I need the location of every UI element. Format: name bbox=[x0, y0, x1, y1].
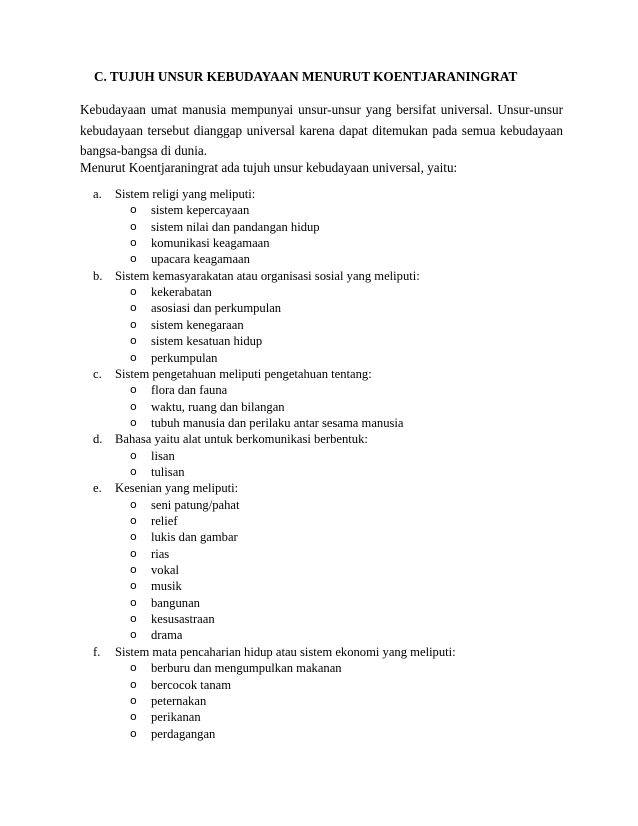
bullet-icon: o bbox=[130, 693, 137, 707]
category-title: Sistem pengetahuan meliputi pengetahuan tentang: bbox=[115, 366, 372, 381]
list-item-label: perdagangan bbox=[151, 726, 216, 741]
bullet-icon: o bbox=[130, 497, 137, 511]
bullet-icon: o bbox=[130, 252, 137, 266]
list-item-label: peternakan bbox=[151, 693, 207, 708]
category-letter: f. bbox=[93, 644, 101, 659]
list-item-label: drama bbox=[151, 628, 183, 643]
list-item-label: vokal bbox=[151, 563, 179, 578]
list-item-label: kekerabatan bbox=[151, 285, 212, 300]
bullet-icon: o bbox=[130, 546, 137, 560]
list-item-label: perkumpulan bbox=[151, 350, 218, 365]
list-item-label: bercocok tanam bbox=[151, 677, 232, 692]
bullet-icon: o bbox=[130, 710, 137, 724]
section-heading: C. TUJUH UNSUR KEBUDAYAAN MENURUT KOENTJARANINGRAT bbox=[94, 69, 518, 84]
bullet-icon: o bbox=[130, 285, 137, 299]
bullet-icon: o bbox=[130, 334, 137, 348]
list-item-label: sistem kepercayaan bbox=[151, 203, 250, 218]
bullet-icon: o bbox=[130, 563, 137, 577]
list-item-label: lisan bbox=[151, 448, 175, 463]
bullet-icon: o bbox=[130, 236, 137, 250]
bullet-icon: o bbox=[130, 595, 137, 609]
category-title: Sistem religi yang meliputi: bbox=[115, 187, 256, 201]
intro-line-2: kebudayaan tersebut dianggap universal karena dapat ditemukan pada semua kebudayaan bbox=[80, 123, 563, 138]
bullet-icon: o bbox=[130, 530, 137, 544]
list-item-label: relief bbox=[151, 514, 178, 528]
bullet-icon: o bbox=[130, 514, 137, 527]
intro-line-4: Menurut Koentjaraningrat ada tujuh unsur kebudayaan universal, yaitu: bbox=[80, 160, 458, 175]
list-item-label: sistem kenegaraan bbox=[151, 317, 244, 332]
bullet-icon: o bbox=[130, 661, 137, 675]
list-item-label: komunikasi keagamaan bbox=[151, 236, 270, 251]
list-item-label: tubuh manusia dan perilaku antar sesama manusia bbox=[151, 415, 404, 430]
category-letter: b. bbox=[93, 268, 103, 283]
category-title: Bahasa yaitu alat untuk berkomunikasi berbentuk: bbox=[115, 432, 368, 447]
category-letter: e. bbox=[93, 481, 102, 496]
list-item-label: lukis dan gambar bbox=[151, 530, 238, 545]
category-letter: c. bbox=[93, 366, 102, 381]
list-item-label: waktu, ruang dan bilangan bbox=[151, 399, 285, 414]
list-item-label: tulisan bbox=[151, 464, 185, 479]
bullet-icon: o bbox=[130, 579, 137, 593]
category-title: Kesenian yang meliputi: bbox=[115, 481, 239, 496]
list-item-label: seni patung/pahat bbox=[151, 497, 240, 512]
list-item-label: sistem nilai dan pandangan hidup bbox=[151, 219, 320, 234]
bullet-icon: o bbox=[130, 383, 137, 397]
intro-line-1: Kebudayaan umat manusia mempunyai unsur-unsur yang bersifat universal. Unsur-unsur bbox=[80, 102, 563, 117]
bullet-icon: o bbox=[130, 317, 137, 331]
bullet-icon: o bbox=[130, 301, 137, 315]
bullet-icon: o bbox=[130, 399, 137, 413]
bullet-icon: o bbox=[130, 677, 137, 691]
bullet-icon: o bbox=[130, 448, 137, 462]
category-title: Sistem kemasyarakatan atau organisasi sosial yang meliputi: bbox=[115, 268, 420, 283]
category-letter: a. bbox=[93, 187, 102, 201]
list-item-label: perikanan bbox=[151, 710, 201, 725]
list-item-label: sistem kesatuan hidup bbox=[151, 334, 263, 349]
bullet-icon: o bbox=[130, 415, 137, 429]
list-item-label: asosiasi dan perkumpulan bbox=[151, 301, 282, 316]
list-item-label: musik bbox=[151, 579, 182, 594]
list-item-label: berburu dan mengumpulkan makanan bbox=[151, 661, 342, 676]
list-item-label: flora dan fauna bbox=[151, 383, 228, 398]
category-letter: d. bbox=[93, 432, 103, 447]
bullet-icon: o bbox=[130, 628, 137, 642]
bullet-icon: o bbox=[130, 350, 137, 364]
bullet-icon: o bbox=[130, 464, 137, 478]
bullet-icon: o bbox=[130, 726, 137, 740]
bullet-icon: o bbox=[130, 612, 137, 626]
list-item-label: kesusastraan bbox=[151, 612, 215, 627]
category-title: Sistem mata pencaharian hidup atau sistem ekonomi yang meliputi: bbox=[115, 644, 456, 659]
intro-line-3: bangsa-bangsa di dunia. bbox=[80, 143, 208, 158]
bullet-icon: o bbox=[130, 219, 137, 233]
list-item-label: upacara keagamaan bbox=[151, 252, 250, 267]
bullet-icon: o bbox=[130, 203, 137, 217]
list-item-label: bangunan bbox=[151, 595, 200, 610]
list-item-label: rias bbox=[151, 546, 170, 561]
